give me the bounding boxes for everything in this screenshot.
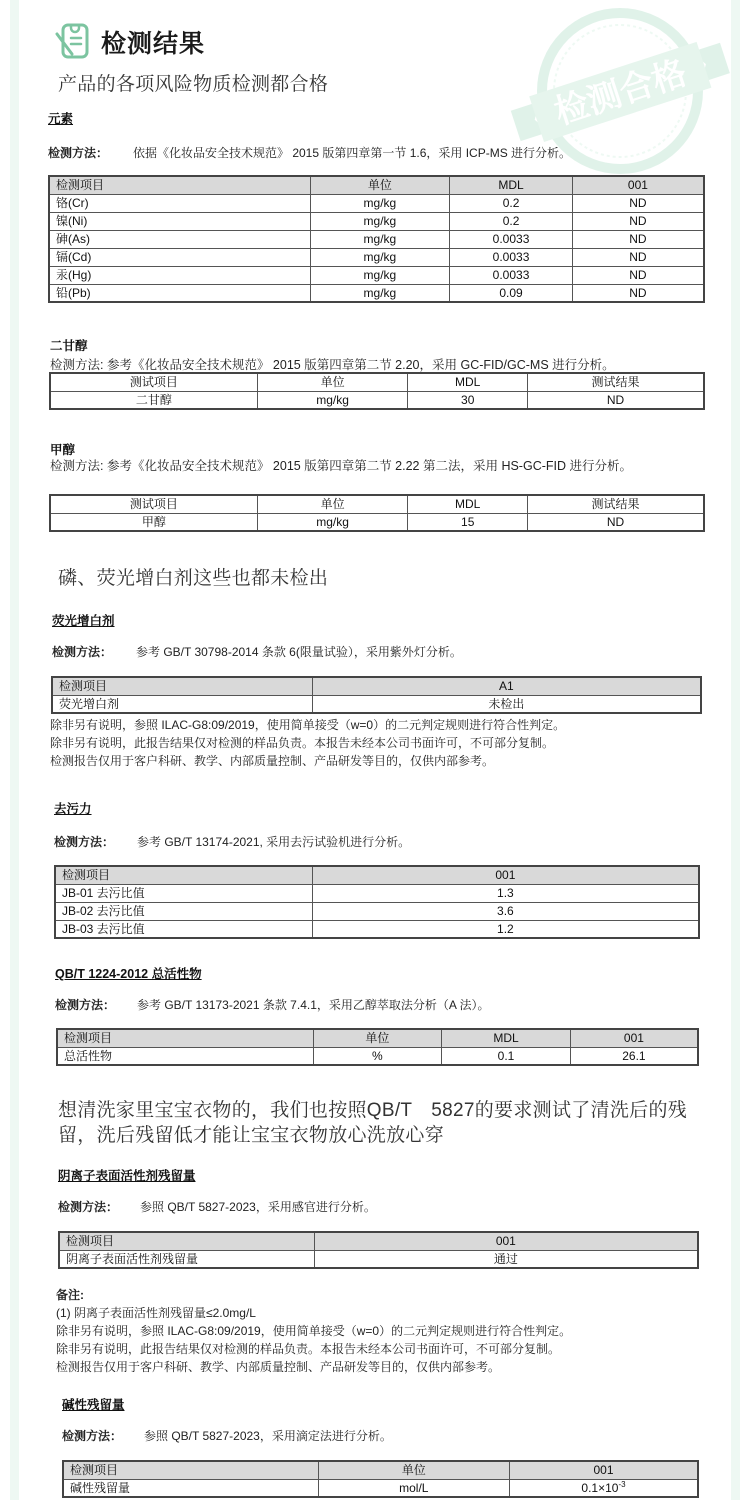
note-line: 除非另有说明，参照 ILAC-G8:09/2019，使用简单接受（w=0）的二元判定规则进行符合性判定。: [56, 1324, 572, 1338]
table-header-cell: MDL: [408, 495, 528, 513]
table-header-cell: MDL: [408, 373, 528, 391]
table-cell: ND: [572, 248, 704, 266]
table-cell: mg/kg: [310, 194, 450, 212]
table-row: [52, 695, 701, 713]
table-header-cell: 单位: [318, 1461, 509, 1479]
table-header-cell: 测试结果: [528, 495, 704, 513]
table-header-cell: 测试项目: [50, 495, 257, 513]
table-cell: JB-01 去污比值: [55, 884, 312, 902]
table-cell: mg/kg: [257, 513, 408, 531]
anionic-table: [58, 1231, 699, 1269]
method-label: 检测方法：: [48, 146, 109, 160]
value-mantissa: 0.1×10: [581, 1480, 619, 1495]
anionic-notes: [56, 1286, 571, 1376]
method-text: 依据《化妆品安全技术规范》 2015 版第四章第一节 1.6，采用 ICP-MS 进行分析。: [133, 146, 572, 160]
table-cell: mg/kg: [310, 248, 450, 266]
table-cell: ND: [572, 284, 704, 302]
method-text: 参考 GB/T 30798-2014 条款 6(限量试验），采用紫外灯分析。: [136, 645, 462, 659]
table-cell: 镍(Ni): [49, 212, 310, 230]
table-row: [49, 212, 704, 230]
method-text: 参考 GB/T 13174-2021, 采用去污试验机进行分析。: [137, 835, 411, 849]
fluorescent-table: [51, 676, 702, 714]
detergency-method: [54, 833, 410, 850]
table-header-cell: 检测项目: [63, 1461, 318, 1479]
table-cell: %: [313, 1047, 442, 1065]
active-matter-method: [55, 996, 490, 1013]
baby-clothes-text: 想清洗家里宝宝衣物的，我们也按照QB/T 5827的要求测试了清洗后的残留，洗后残留低才能让宝宝衣物放心洗放心穿: [58, 1100, 688, 1146]
stamp-text: 检测合格: [549, 52, 692, 133]
table-cell: 阴离子表面活性剂残留量: [59, 1250, 314, 1268]
right-border-strip: [731, 0, 740, 1500]
table-header-cell: 单位: [257, 495, 408, 513]
table-cell: ND: [572, 266, 704, 284]
table-row: [49, 194, 704, 212]
table-header-row: [55, 866, 699, 884]
table-header-row: [49, 176, 704, 194]
note-line: 除非另有说明，参照 ILAC-G8:09/2019，使用简单接受（w=0）的二元判定规则进行符合性判定。: [50, 718, 566, 732]
fluorescent-method: [52, 643, 462, 660]
table-header-cell: 001: [572, 176, 704, 194]
section-title-diethylene-glycol: 二甘醇: [50, 339, 88, 353]
table-header-cell: 检测项目: [59, 1232, 314, 1250]
table-header-cell: MDL: [450, 176, 573, 194]
fluorescent-notes: [50, 716, 565, 770]
table-row: [50, 391, 704, 409]
section-title-elements: 元素: [48, 112, 74, 126]
method-text: 参照 QB/T 5827-2023，采用感官进行分析。: [140, 1200, 376, 1214]
table-header-cell: 001: [314, 1232, 698, 1250]
table-row: [57, 1047, 698, 1065]
section-title-detergency: 去污力: [54, 802, 92, 816]
remark-line: (1) 阴离子表面活性剂残留量≤2.0mg/L: [56, 1306, 256, 1320]
table-cell: 汞(Hg): [49, 266, 310, 284]
remark-label: 备注:: [56, 1288, 84, 1302]
table-row: [49, 248, 704, 266]
section-title-anionic: 阴离子表面活性剂残留量: [58, 1169, 196, 1183]
table-cell: 镉(Cd): [49, 248, 310, 266]
table-cell: mg/kg: [310, 212, 450, 230]
table-row: [59, 1250, 698, 1268]
table-header-cell: 单位: [310, 176, 450, 194]
table-row: [55, 884, 699, 902]
table-header-cell: 检测项目: [49, 176, 310, 194]
table-header-cell: 001: [510, 1461, 699, 1479]
methanol-table: [49, 494, 705, 532]
table-cell: 二甘醇: [50, 391, 257, 409]
table-row: [50, 513, 704, 531]
table-cell: 总活性物: [57, 1047, 313, 1065]
table-cell: 砷(As): [49, 230, 310, 248]
table-header-cell: 检测项目: [52, 677, 312, 695]
table-cell: 0.0033: [450, 248, 573, 266]
table-cell: 15: [408, 513, 528, 531]
table-cell: ND: [572, 212, 704, 230]
table-cell: ND: [528, 513, 704, 531]
table-header-cell: 单位: [313, 1029, 442, 1047]
table-header-cell: A1: [312, 677, 701, 695]
methanol-method: 检测方法: 参考《化妆品安全技术规范》 2015 版第四章第二节 2.22 第二法，采用 HS-GC-FID 进行分析。: [50, 459, 632, 473]
table-cell: mg/kg: [310, 284, 450, 302]
table-row: [49, 230, 704, 248]
table-cell: 0.2: [450, 212, 573, 230]
method-label: 检测方法：: [62, 1429, 123, 1443]
table-cell: 铬(Cr): [49, 194, 310, 212]
table-header-row: [50, 495, 704, 513]
method-label: 检测方法：: [54, 835, 115, 849]
table-header-row: [63, 1461, 698, 1479]
table-cell: 碱性残留量: [63, 1479, 318, 1497]
table-row: [49, 284, 704, 302]
method-label: 检测方法：: [58, 1200, 119, 1214]
note-line: 检测报告仅用于客户科研、教学、内部质量控制、产品研发等目的，仅供内部参考。: [56, 1360, 501, 1374]
active-matter-table: [56, 1028, 699, 1066]
method-label: 检测方法：: [52, 645, 113, 659]
table-cell: 30: [408, 391, 528, 409]
table-header-cell: MDL: [442, 1029, 571, 1047]
table-header-row: [59, 1232, 698, 1250]
section-title-active-matter: QB/T 1224-2012 总活性物: [55, 967, 202, 981]
table-cell: 荧光增白剂: [52, 695, 312, 713]
table-cell: mg/kg: [310, 266, 450, 284]
table-cell: 3.6: [312, 902, 699, 920]
table-header-row: [57, 1029, 698, 1047]
diethylene-glycol-table: [49, 372, 705, 410]
table-header-cell: 测试结果: [528, 373, 704, 391]
note-line: 除非另有说明，此报告结果仅对检测的样品负责。本报告未经本公司书面许可，不可部分复制。: [56, 1342, 561, 1356]
table-row: [55, 920, 699, 938]
table-cell: mg/kg: [257, 391, 408, 409]
table-header-cell: 检测项目: [55, 866, 312, 884]
note-line: 除非另有说明，此报告结果仅对检测的样品负责。本报告未经本公司书面许可，不可部分复制。: [50, 736, 555, 750]
table-row: [63, 1479, 698, 1497]
table-header-cell: 001: [570, 1029, 698, 1047]
value-exponent: -3: [618, 1479, 626, 1489]
table-cell: 26.1: [570, 1047, 698, 1065]
table-cell: 0.0033: [450, 266, 573, 284]
table-cell: ND: [528, 391, 704, 409]
table-cell: [510, 1479, 699, 1497]
section-title-methanol: 甲醇: [50, 443, 76, 457]
table-cell: 0.2: [450, 194, 573, 212]
elements-table: [48, 175, 705, 303]
left-border-strip: [10, 0, 19, 1500]
table-header-cell: 单位: [257, 373, 408, 391]
table-cell: 通过: [314, 1250, 698, 1268]
table-cell: 甲醇: [50, 513, 257, 531]
table-cell: 1.3: [312, 884, 699, 902]
table-cell: ND: [572, 194, 704, 212]
table-header-row: [50, 373, 704, 391]
table-cell: mol/L: [318, 1479, 509, 1497]
elements-method: [48, 144, 571, 161]
table-cell: 1.2: [312, 920, 699, 938]
intro-text: 产品的各项风险物质检测都合格: [58, 74, 329, 95]
section-title-alkaline: 碱性残留量: [62, 1398, 125, 1412]
method-label: 检测方法：: [55, 998, 116, 1012]
section-title-fluorescent: 荧光增白剂: [52, 614, 115, 628]
table-cell: JB-02 去污比值: [55, 902, 312, 920]
alkaline-table: [62, 1460, 699, 1498]
table-header-cell: 测试项目: [50, 373, 257, 391]
table-header-cell: 001: [312, 866, 699, 884]
method-text: 参照 QB/T 5827-2023，采用滴定法进行分析。: [144, 1429, 392, 1443]
report-checklist-icon: [54, 22, 92, 60]
note-line: 检测报告仅用于客户科研、教学、内部质量控制、产品研发等目的，仅供内部参考。: [50, 754, 495, 768]
table-header-row: [52, 677, 701, 695]
table-row: [55, 902, 699, 920]
detergency-table: [54, 865, 700, 939]
table-row: [49, 266, 704, 284]
table-cell: 未检出: [312, 695, 701, 713]
anionic-method: [58, 1198, 376, 1215]
table-cell: JB-03 去污比值: [55, 920, 312, 938]
table-cell: ND: [572, 230, 704, 248]
table-header-cell: 检测项目: [57, 1029, 313, 1047]
phosphor-text: 磷、荧光增白剂这些也都未检出: [58, 568, 329, 589]
alkaline-method: [62, 1427, 392, 1444]
table-cell: 0.1: [442, 1047, 571, 1065]
diethylene-glycol-method: 检测方法: 参考《化妆品安全技术规范》 2015 版第四章第二节 2.20，采用 GC-FID/GC-MS 进行分析。: [50, 358, 615, 372]
table-cell: 0.09: [450, 284, 573, 302]
page-title: 检测结果: [101, 30, 206, 58]
table-cell: 铅(Pb): [49, 284, 310, 302]
method-text: 参考 GB/T 13173-2021 条款 7.4.1，采用乙醇萃取法分析（A 法）。: [137, 998, 490, 1012]
table-cell: mg/kg: [310, 230, 450, 248]
table-cell: 0.0033: [450, 230, 573, 248]
